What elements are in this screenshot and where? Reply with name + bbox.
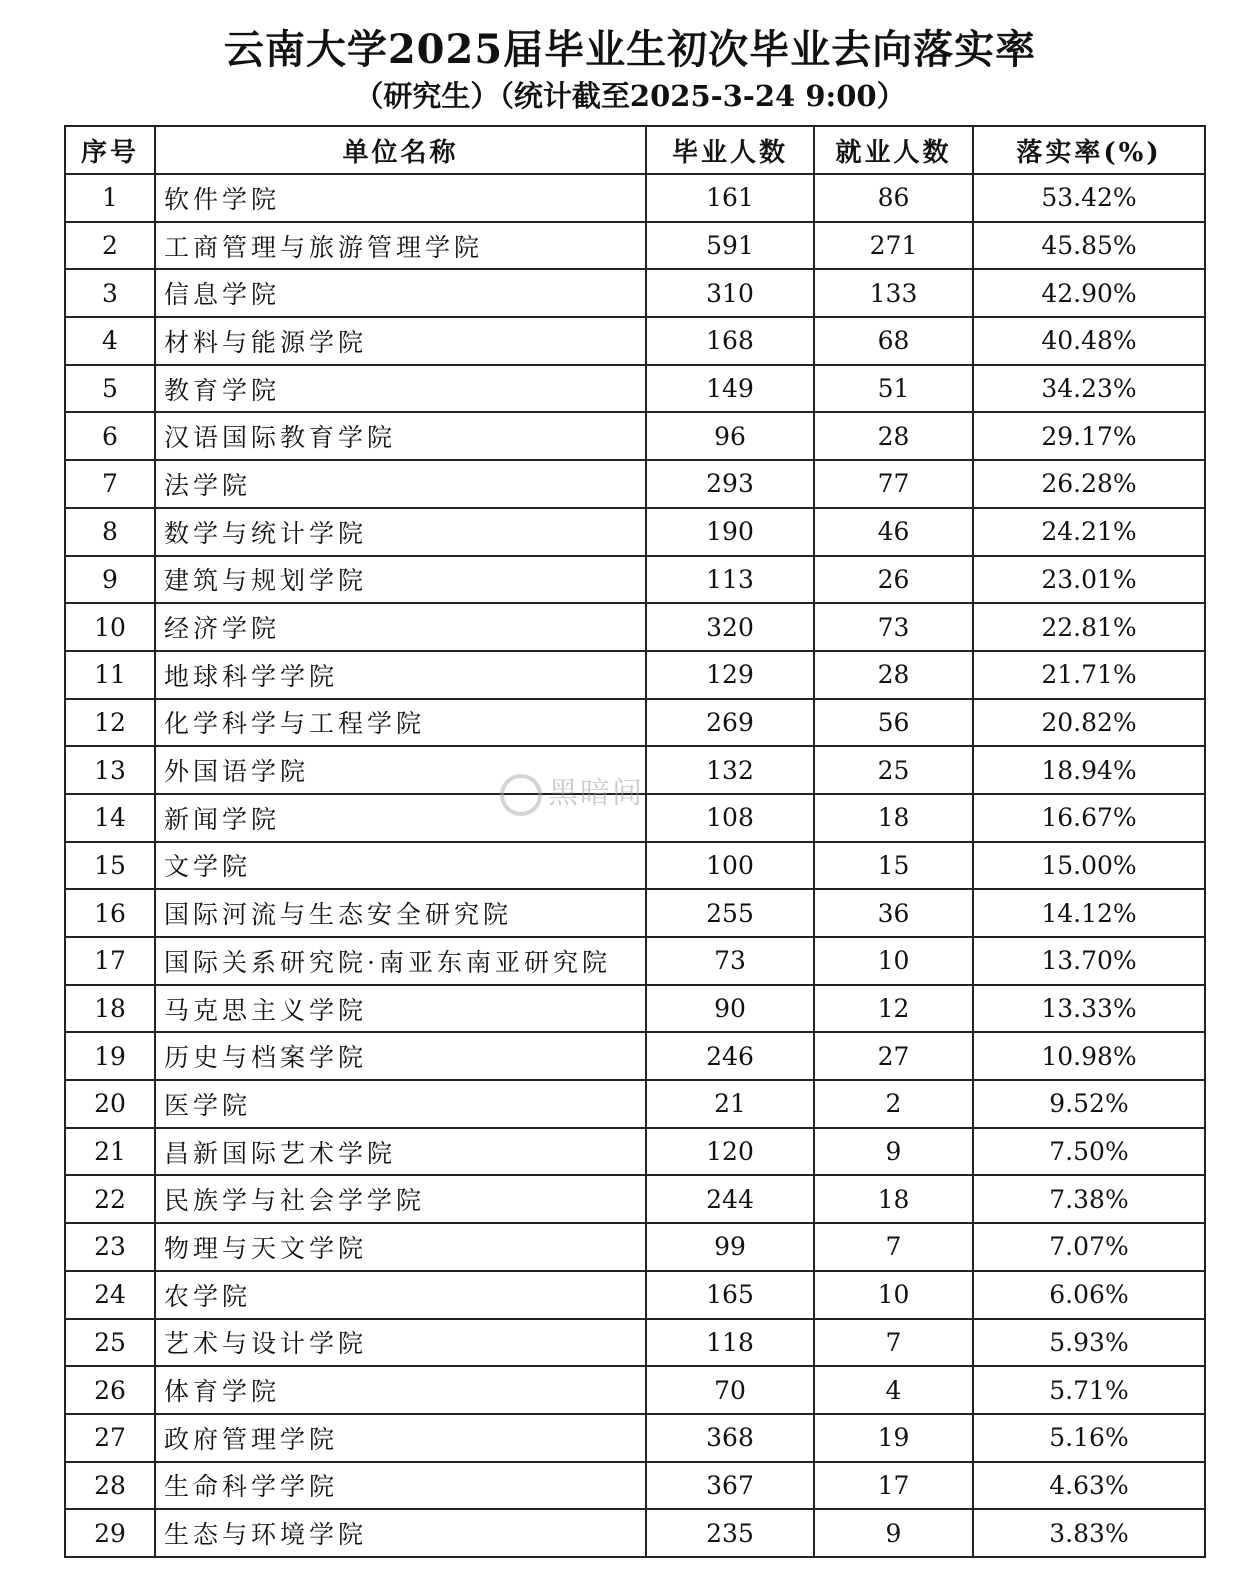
cell-graduates: 21 xyxy=(646,1080,814,1128)
cell-unit-name: 经济学院 xyxy=(155,603,646,651)
cell-serial: 4 xyxy=(65,317,155,365)
header-rate: 落实率(%) xyxy=(973,126,1205,174)
cell-serial: 12 xyxy=(65,699,155,747)
table-row xyxy=(65,889,1205,937)
cell-employed: 18 xyxy=(814,794,973,842)
cell-rate: 21.71% xyxy=(973,651,1205,699)
cell-rate: 34.23% xyxy=(973,365,1205,413)
table-row xyxy=(65,1223,1205,1271)
cell-employed: 19 xyxy=(814,1414,973,1462)
cell-unit-name: 文学院 xyxy=(155,842,646,890)
table-row xyxy=(65,651,1205,699)
cell-graduates: 168 xyxy=(646,317,814,365)
cell-unit-name: 历史与档案学院 xyxy=(155,1032,646,1080)
cell-employed: 9 xyxy=(814,1509,973,1557)
cell-employed: 10 xyxy=(814,1271,973,1319)
header-graduates: 毕业人数 xyxy=(646,126,814,174)
cell-serial: 29 xyxy=(65,1509,155,1557)
cell-serial: 7 xyxy=(65,460,155,508)
cell-serial: 20 xyxy=(65,1080,155,1128)
cell-employed: 25 xyxy=(814,746,973,794)
table-row xyxy=(65,746,1205,794)
table-row xyxy=(65,460,1205,508)
table-row xyxy=(65,1319,1205,1367)
document-title: 云南大学2025届毕业生初次毕业去向落实率 xyxy=(223,26,1037,73)
cell-unit-name: 艺术与设计学院 xyxy=(155,1319,646,1367)
cell-graduates: 90 xyxy=(646,985,814,1033)
cell-graduates: 132 xyxy=(646,746,814,794)
cell-rate: 29.17% xyxy=(973,412,1205,460)
cell-employed: 9 xyxy=(814,1128,973,1176)
table-row xyxy=(65,222,1205,270)
cell-graduates: 244 xyxy=(646,1175,814,1223)
cell-graduates: 591 xyxy=(646,222,814,270)
cell-employed: 51 xyxy=(814,365,973,413)
header-unit-name: 单位名称 xyxy=(155,126,646,174)
table-row xyxy=(65,603,1205,651)
cell-serial: 18 xyxy=(65,985,155,1033)
table-row xyxy=(65,1509,1205,1557)
cell-unit-name: 信息学院 xyxy=(155,269,646,317)
cell-rate: 14.12% xyxy=(973,889,1205,937)
cell-rate: 10.98% xyxy=(973,1032,1205,1080)
table-row xyxy=(65,1414,1205,1462)
cell-graduates: 368 xyxy=(646,1414,814,1462)
table-row xyxy=(65,1366,1205,1414)
cell-serial: 6 xyxy=(65,412,155,460)
cell-serial: 17 xyxy=(65,937,155,985)
header-employed: 就业人数 xyxy=(814,126,973,174)
cell-graduates: 235 xyxy=(646,1509,814,1557)
cell-rate: 53.42% xyxy=(973,174,1205,222)
cell-serial: 24 xyxy=(65,1271,155,1319)
cell-rate: 23.01% xyxy=(973,556,1205,604)
cell-employed: 28 xyxy=(814,412,973,460)
table-row xyxy=(65,1175,1205,1223)
table-row xyxy=(65,269,1205,317)
table-row xyxy=(65,174,1205,222)
cell-serial: 27 xyxy=(65,1414,155,1462)
cell-graduates: 118 xyxy=(646,1319,814,1367)
cell-graduates: 310 xyxy=(646,269,814,317)
cell-unit-name: 材料与能源学院 xyxy=(155,317,646,365)
cell-serial: 13 xyxy=(65,746,155,794)
cell-employed: 46 xyxy=(814,508,973,556)
cell-unit-name: 生态与环境学院 xyxy=(155,1509,646,1557)
cell-employed: 7 xyxy=(814,1223,973,1271)
cell-employed: 27 xyxy=(814,1032,973,1080)
cell-serial: 1 xyxy=(65,174,155,222)
cell-graduates: 108 xyxy=(646,794,814,842)
cell-serial: 15 xyxy=(65,842,155,890)
cell-employed: 18 xyxy=(814,1175,973,1223)
cell-graduates: 120 xyxy=(646,1128,814,1176)
cell-rate: 6.06% xyxy=(973,1271,1205,1319)
cell-graduates: 129 xyxy=(646,651,814,699)
cell-employed: 68 xyxy=(814,317,973,365)
cell-employed: 133 xyxy=(814,269,973,317)
cell-serial: 10 xyxy=(65,603,155,651)
table-row xyxy=(65,1080,1205,1128)
cell-unit-name: 农学院 xyxy=(155,1271,646,1319)
cell-unit-name: 马克思主义学院 xyxy=(155,985,646,1033)
cell-serial: 26 xyxy=(65,1366,155,1414)
cell-employed: 77 xyxy=(814,460,973,508)
table-row xyxy=(65,317,1205,365)
table-header-row xyxy=(65,126,1205,174)
cell-rate: 4.63% xyxy=(973,1462,1205,1510)
cell-rate: 45.85% xyxy=(973,222,1205,270)
cell-unit-name: 数学与统计学院 xyxy=(155,508,646,556)
table-row xyxy=(65,556,1205,604)
table-row xyxy=(65,842,1205,890)
cell-serial: 22 xyxy=(65,1175,155,1223)
table-row xyxy=(65,1128,1205,1176)
table-row xyxy=(65,365,1205,413)
cell-unit-name: 教育学院 xyxy=(155,365,646,413)
cell-serial: 28 xyxy=(65,1462,155,1510)
cell-graduates: 100 xyxy=(646,842,814,890)
cell-serial: 9 xyxy=(65,556,155,604)
cell-serial: 16 xyxy=(65,889,155,937)
table-row xyxy=(65,1271,1205,1319)
cell-graduates: 320 xyxy=(646,603,814,651)
cell-graduates: 293 xyxy=(646,460,814,508)
cell-unit-name: 昌新国际艺术学院 xyxy=(155,1128,646,1176)
cell-rate: 7.07% xyxy=(973,1223,1205,1271)
cell-employed: 10 xyxy=(814,937,973,985)
cell-employed: 4 xyxy=(814,1366,973,1414)
cell-rate: 5.16% xyxy=(973,1414,1205,1462)
cell-serial: 3 xyxy=(65,269,155,317)
cell-serial: 25 xyxy=(65,1319,155,1367)
cell-employed: 26 xyxy=(814,556,973,604)
cell-graduates: 246 xyxy=(646,1032,814,1080)
cell-unit-name: 民族学与社会学学院 xyxy=(155,1175,646,1223)
table-row xyxy=(65,937,1205,985)
watermark-text: 黑暗间 xyxy=(548,776,644,811)
cell-serial: 8 xyxy=(65,508,155,556)
cell-graduates: 73 xyxy=(646,937,814,985)
cell-graduates: 70 xyxy=(646,1366,814,1414)
cell-rate: 9.52% xyxy=(973,1080,1205,1128)
cell-employed: 36 xyxy=(814,889,973,937)
cell-rate: 13.33% xyxy=(973,985,1205,1033)
cell-unit-name: 生命科学学院 xyxy=(155,1462,646,1510)
cell-unit-name: 汉语国际教育学院 xyxy=(155,412,646,460)
cell-unit-name: 体育学院 xyxy=(155,1366,646,1414)
cell-graduates: 96 xyxy=(646,412,814,460)
cell-employed: 28 xyxy=(814,651,973,699)
cell-rate: 26.28% xyxy=(973,460,1205,508)
cell-graduates: 149 xyxy=(646,365,814,413)
table-row xyxy=(65,412,1205,460)
cell-unit-name: 国际关系研究院·南亚东南亚研究院 xyxy=(155,937,646,985)
cell-unit-name: 外国语学院 xyxy=(155,746,646,794)
cell-graduates: 269 xyxy=(646,699,814,747)
cell-unit-name: 国际河流与生态安全研究院 xyxy=(155,889,646,937)
cell-employed: 73 xyxy=(814,603,973,651)
cell-employed: 271 xyxy=(814,222,973,270)
cell-graduates: 113 xyxy=(646,556,814,604)
cell-employed: 56 xyxy=(814,699,973,747)
cell-unit-name: 软件学院 xyxy=(155,174,646,222)
cell-graduates: 255 xyxy=(646,889,814,937)
cell-employed: 86 xyxy=(814,174,973,222)
cell-rate: 42.90% xyxy=(973,269,1205,317)
cell-rate: 7.38% xyxy=(973,1175,1205,1223)
cell-rate: 16.67% xyxy=(973,794,1205,842)
cell-rate: 13.70% xyxy=(973,937,1205,985)
cell-serial: 23 xyxy=(65,1223,155,1271)
cell-rate: 18.94% xyxy=(973,746,1205,794)
table-body xyxy=(65,174,1205,1557)
cell-employed: 15 xyxy=(814,842,973,890)
cell-serial: 2 xyxy=(65,222,155,270)
cell-rate: 22.81% xyxy=(973,603,1205,651)
table-row xyxy=(65,985,1205,1033)
employment-rate-table xyxy=(64,125,1206,1558)
table-row xyxy=(65,699,1205,747)
cell-rate: 40.48% xyxy=(973,317,1205,365)
cell-rate: 5.71% xyxy=(973,1366,1205,1414)
cell-graduates: 165 xyxy=(646,1271,814,1319)
cell-unit-name: 建筑与规划学院 xyxy=(155,556,646,604)
cell-unit-name: 法学院 xyxy=(155,460,646,508)
cell-unit-name: 工商管理与旅游管理学院 xyxy=(155,222,646,270)
cell-rate: 3.83% xyxy=(973,1509,1205,1557)
cell-unit-name: 物理与天文学院 xyxy=(155,1223,646,1271)
cell-serial: 5 xyxy=(65,365,155,413)
cell-unit-name: 政府管理学院 xyxy=(155,1414,646,1462)
table-row xyxy=(65,1032,1205,1080)
cell-rate: 20.82% xyxy=(973,699,1205,747)
cell-serial: 14 xyxy=(65,794,155,842)
cell-graduates: 161 xyxy=(646,174,814,222)
cell-rate: 5.93% xyxy=(973,1319,1205,1367)
cell-unit-name: 化学科学与工程学院 xyxy=(155,699,646,747)
cell-graduates: 190 xyxy=(646,508,814,556)
cell-employed: 12 xyxy=(814,985,973,1033)
table-row xyxy=(65,508,1205,556)
cell-employed: 17 xyxy=(814,1462,973,1510)
cell-serial: 11 xyxy=(65,651,155,699)
cell-employed: 7 xyxy=(814,1319,973,1367)
document-subtitle: （研究生）（统计截至2025-3-24 9:00） xyxy=(354,79,906,113)
cell-serial: 21 xyxy=(65,1128,155,1176)
cell-graduates: 99 xyxy=(646,1223,814,1271)
table-row xyxy=(65,1462,1205,1510)
cell-employed: 2 xyxy=(814,1080,973,1128)
cell-rate: 24.21% xyxy=(973,508,1205,556)
cell-unit-name: 医学院 xyxy=(155,1080,646,1128)
table-row xyxy=(65,794,1205,842)
cell-rate: 15.00% xyxy=(973,842,1205,890)
header-serial: 序号 xyxy=(65,126,155,174)
cell-unit-name: 新闻学院 xyxy=(155,794,646,842)
cell-unit-name: 地球科学学院 xyxy=(155,651,646,699)
cell-serial: 19 xyxy=(65,1032,155,1080)
cell-rate: 7.50% xyxy=(973,1128,1205,1176)
cell-graduates: 367 xyxy=(646,1462,814,1510)
